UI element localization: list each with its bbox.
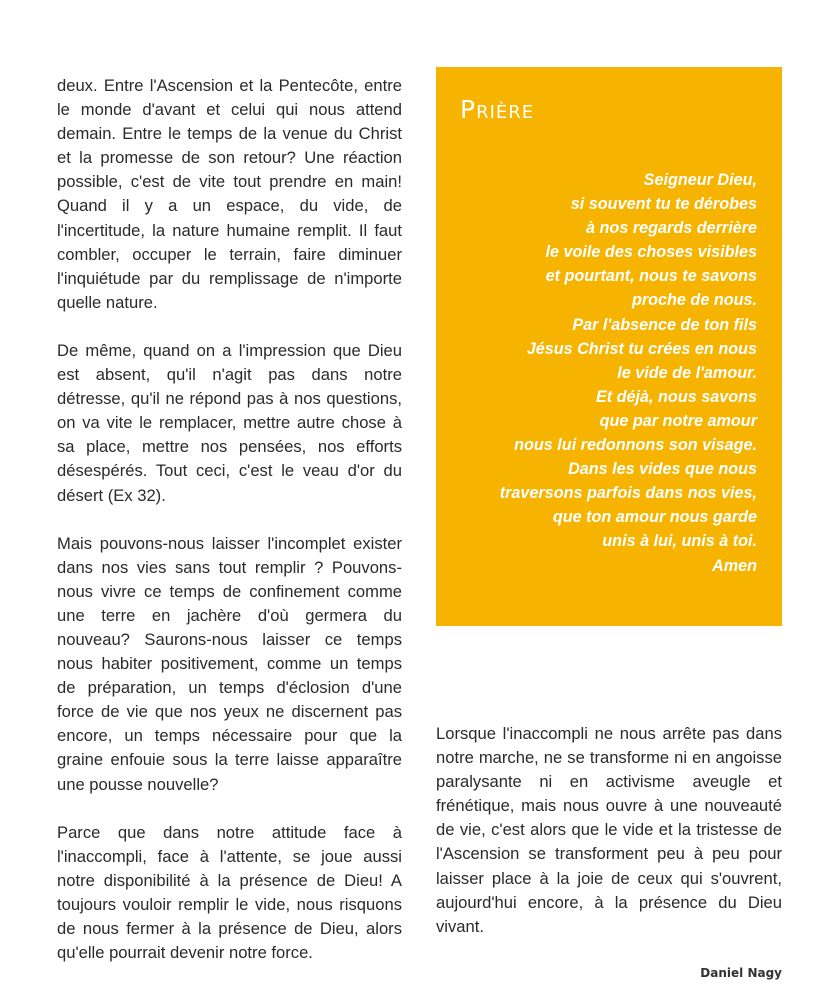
prayer-line: proche de nous. — [631, 291, 757, 310]
prayer-line: et pourtant, nous te savons — [545, 267, 757, 286]
paragraph: De même, quand on a l'impression que Dieu est absent, qu'il n'agit pas dans notre détresse, qu'il ne répond pas à nos questions, on va vite le remplacer, mettre autre chose à sa place, mettre nos pensées, nos efforts désespérés. Tout ceci, c'est le veau d'or du désert (Ex 32). — [57, 340, 402, 505]
prayer-box — [436, 67, 782, 626]
prayer-line: nous lui redonnons son visage. — [514, 436, 757, 455]
article-right-column — [436, 722, 782, 939]
article-left-column — [57, 74, 402, 989]
prayer-line: que ton amour nous garde — [552, 508, 757, 527]
prayer-line: traversons parfois dans nos vies, — [499, 484, 757, 503]
prayer-line: Seigneur Dieu, — [643, 171, 757, 189]
prayer-text — [460, 168, 758, 578]
paragraph: deux. Entre l'Ascension et la Pentecôte, entre le monde d'avant et celui qui nous attend demain. Entre le temps de la venue du Christ et la promesse de son retour? Une réaction possible, c'est de vite tout prendre en main! Quand il y a un espace, du vide, de l'incertitude, la nature humaine remplit. Il faut combler, occuper le terrain, faire diminuer l'inquiétude par du remplissage de n'importe quelle nature. — [57, 76, 402, 312]
paragraph: Mais pouvons-nous laisser l'incomplet exister dans nos vies sans tout remplir ? Pouvons-nous vivre ce temps de confinement comme une terre en jachère d'où germera du nouveau? Saurons-nous laisser ce temps nous habiter positivement, comme un temps de préparation, un temps d'éclosion d'une force de vie que nos yeux ne discernent pas encore, un temps nécessaire pour que la graine enfouie sous la terre laisse apparaître une pousse nouvelle? — [57, 533, 402, 794]
prayer-line: Jésus Christ tu crées en nous — [526, 339, 757, 358]
prayer-line: unis à lui, unis à toi. — [602, 532, 757, 551]
prayer-line: le voile des choses visibles — [545, 243, 757, 262]
prayer-line: Amen — [712, 556, 757, 575]
prayer-line: Et déjà, nous savons — [595, 387, 757, 406]
paragraph: Parce que dans notre attitude face à l'inaccompli, face à l'attente, se joue aussi notre disponibilité à la présence de Dieu! A toujours vouloir remplir le vide, nous risquons de nous fermer à la présence de Dieu, alors qu'elle pourrait devenir notre force. — [57, 822, 402, 963]
prayer-line: si souvent tu te dérobes — [570, 195, 757, 214]
prayer-line: Par l'absence de ton fils — [572, 315, 757, 334]
paragraph: Lorsque l'inaccompli ne nous arrête pas dans notre marche, ne se transforme ni en angoisse paralysante ni en activisme aveugle et frénétique, mais nous ouvre à une nouveauté de vie, c'est alors que le vide et la tristesse de l'Ascension se transforment peu à peu pour laisser place à la joie de ceux qui s'ouvrent, aujourd'hui encore, à la présence du Dieu vivant. — [436, 724, 782, 936]
prayer-line: à nos regards derrière — [586, 219, 757, 238]
author-signature: Daniel Nagy — [700, 966, 782, 980]
prayer-line: le vide de l'amour. — [617, 363, 757, 382]
prayer-title: Prière — [460, 95, 535, 124]
prayer-line: Dans les vides que nous — [568, 460, 757, 479]
prayer-line: que par notre amour — [599, 411, 757, 430]
